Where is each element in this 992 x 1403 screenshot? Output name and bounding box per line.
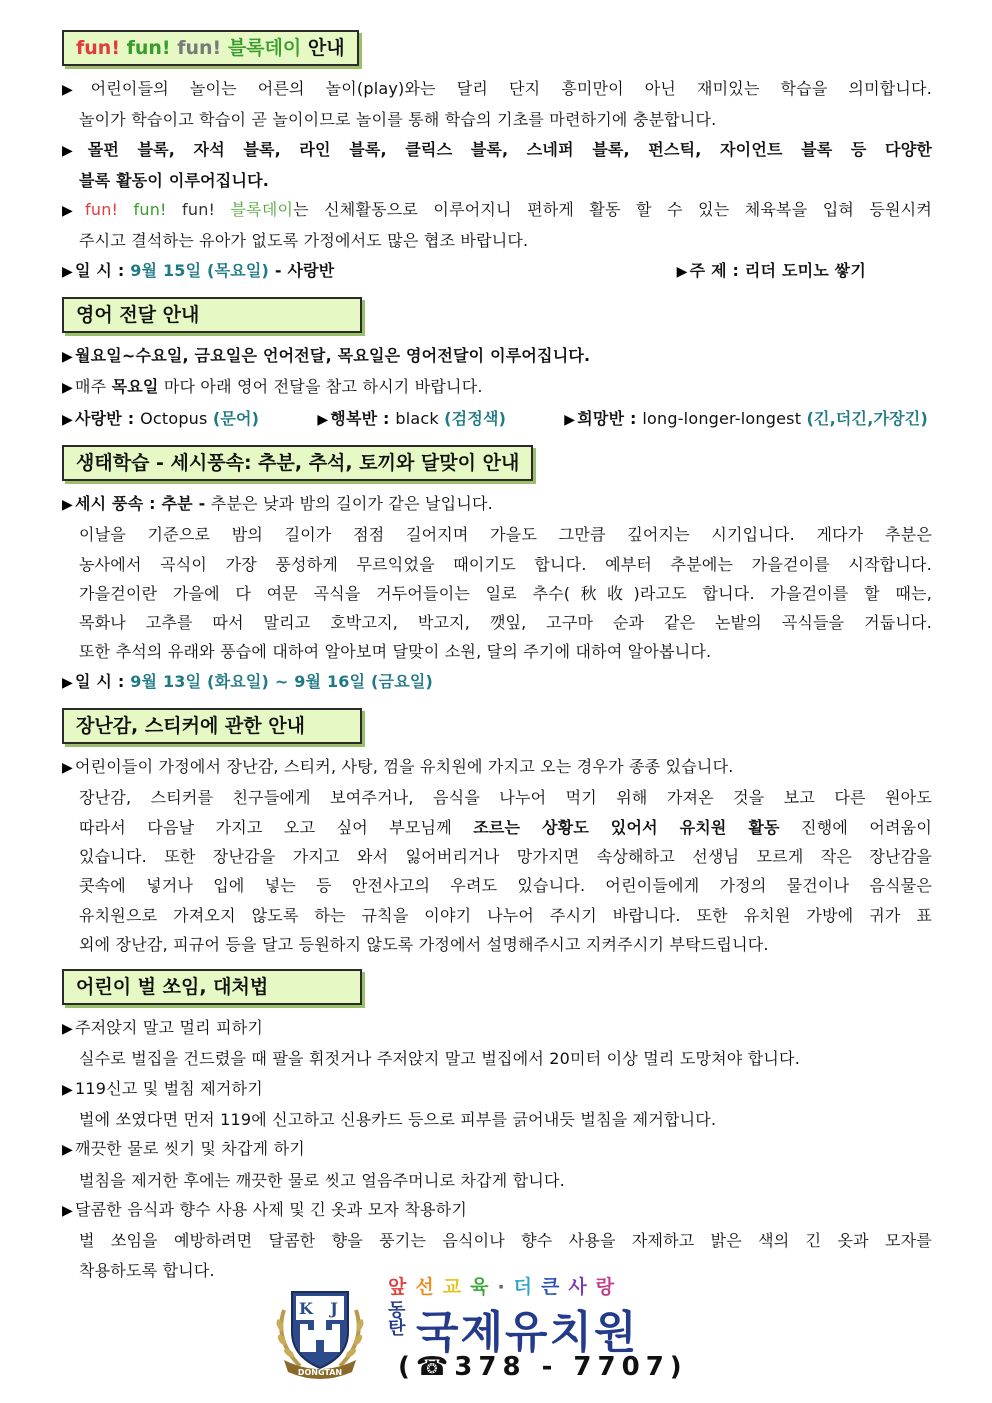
text: 매주: [74, 377, 112, 397]
tip-heading: ▶ 119신고 및 벌침 제거하기: [62, 1074, 932, 1105]
paragraph-line: 있습니다. 또한 장난감을 가지고 와서 잃어버리거나 망가지면 속상해하고 선생님 모르게 작은 장난감을: [79, 846, 932, 866]
paragraph-line: ▶ 어린이들의 놀이는 어른의 놀이(play)와는 달리 단지 흥미만이 아닌 재미있는 학습을 의미합니다.: [62, 74, 932, 105]
newsletter-page: [62, 30, 932, 1295]
block-day-word: 블록데이: [215, 200, 294, 220]
slogan-char: 교: [442, 1276, 471, 1298]
paragraph-text: 는 신체활동으로 이루어지니 편하게 활동 할 수 있는 체육복을 입혀 등원시켜: [293, 200, 932, 220]
section-bee-sting: [62, 969, 932, 1285]
paragraph-line: ▶ 월요일~수요일, 금요일은 언어전달, 목요일은 영어전달이 이루어집니다.: [62, 341, 932, 372]
section-toys-stickers: [62, 708, 932, 959]
crest-icon: [270, 1280, 370, 1380]
text: 따라서 다음날 가지고 오고 싶어 부모님께: [79, 817, 474, 837]
text: 진행에 어려움이: [779, 817, 932, 837]
paragraph-line: 목화나 고추를 따서 말리고 호박고지, 박고지, 깻잎, 고구마 순과 같은 논밭의 곡식들을 거둡니다.: [79, 613, 932, 633]
fun-word: fun!: [118, 200, 167, 220]
date-class: - 사랑반: [269, 260, 335, 280]
class-words-row: [62, 404, 932, 435]
text: 마다 아래 영어 전달을 참고 하시기 바랍니다.: [158, 377, 483, 397]
slogan-char: ·: [497, 1276, 514, 1298]
tip-description: 벌침을 제거한 후에는 깨끗한 물로 씻고 얼음주머니로 차갑게 합니다.: [79, 1170, 565, 1190]
word-meaning: (긴,더긴,가장긴): [806, 408, 928, 428]
paragraph-line: 블록 활동이 이루어집니다.: [79, 170, 270, 190]
tip-description: 실수로 벌집을 건드렸을 때 팔을 휘젓거나 주저앉지 말고 벌집에서 20미터 이상 멀리 도망쳐야 합니다.: [79, 1049, 801, 1069]
paragraph-line: 콧속에 넣거나 입에 넣는 등 안전사고의 우려도 있습니다. 어린이들에게 가정의 물건이나 음식물은: [79, 876, 932, 896]
paragraph-line: 외에 장난감, 피규어 등을 달고 등원하지 않도록 가정에서 설명해주시고 지켜주시기 부탁드립니다.: [79, 934, 769, 954]
slogan-char: 앞: [388, 1276, 416, 1298]
class-word-sarang: [62, 404, 259, 435]
crest-ribbon-text: DONGTAN: [297, 1368, 343, 1377]
theme-line: ▶ 주 제 : 리더 도미노 쌓기: [677, 256, 866, 287]
text-bold: 조르는 상황도 있어서 유치원 활동: [473, 817, 780, 837]
crest-letter-j: J: [330, 1299, 338, 1318]
slogan-char: 더: [513, 1276, 542, 1298]
slogan: [388, 1272, 623, 1299]
class-word-haengbok: [317, 404, 506, 435]
class-word-huimang: [564, 404, 928, 435]
tip-heading: ▶ 달콤한 음식과 향수 사용 사제 및 긴 옷과 모자 착용하기: [62, 1195, 932, 1226]
class-label: 희망반 :: [577, 408, 643, 428]
kindergarten-logo: [270, 1272, 710, 1390]
date-line: [62, 667, 932, 698]
schedule-row: [62, 256, 932, 287]
paragraph-line: [62, 372, 932, 403]
title-notice: 안내: [301, 37, 345, 59]
date-label: 일 시 :: [74, 260, 131, 280]
word-meaning: (문어): [212, 408, 260, 428]
slogan-char: 육: [470, 1276, 498, 1298]
tip-description: 벌에 쏘였다면 먼저 119에 신고하고 신용카드 등으로 피부를 긁어내듯 벌침을 제거합니다.: [79, 1110, 717, 1130]
text-bold: 세시 풍속 : 추분 -: [74, 493, 206, 513]
date-value: 9월 15일 (목요일): [130, 260, 270, 280]
section-title: 영어 전달 안내: [62, 297, 362, 333]
paragraph-line: 놀이가 학습이고 학습이 곧 놀이이므로 놀이를 통해 학습의 기초를 마련하기에 충분합니다.: [79, 110, 717, 130]
paragraph-line: 이날을 기준으로 밤의 길이가 점점 길어지며 가을도 그만큼 깊어지는 시기입니다. 게다가 추분은: [79, 525, 932, 545]
title-fun-3: fun!: [170, 37, 222, 59]
english-word: black: [395, 408, 445, 428]
paragraph-line: 유치원으로 가져오지 않도록 하는 규칙을 이야기 나누어 주시기 바랍니다. 또한 유치원 가방에 귀가 표: [79, 905, 932, 925]
paragraph-line: ▶ 몰펀 블록, 자석 블록, 라인 블록, 클릭스 블록, 스네퍼 블록, 펀스틱, 자이언트 블록 등 다양한: [62, 135, 932, 166]
class-label: 행복반 :: [330, 408, 396, 428]
english-word: long-longer-longest: [642, 408, 807, 428]
section-title: [62, 30, 359, 66]
date-value: 9월 13일 (화요일) ~ 9월 16일 (금요일): [130, 671, 434, 691]
slogan-char: 사: [568, 1276, 596, 1298]
slogan-char: 큰: [541, 1276, 569, 1298]
slogan-char: 선: [415, 1276, 443, 1298]
paragraph-line: 또한 추석의 유래와 풍습에 대하여 알아보며 달맞이 소원, 달의 주기에 대하여 알아봅니다.: [79, 642, 712, 662]
paragraph-line: 주시고 결석하는 유아가 없도록 가정에서도 많은 협조 바랍니다.: [79, 231, 529, 251]
phone-number: (☎378 - 7707): [398, 1352, 688, 1382]
date-label: 일 시 :: [74, 671, 131, 691]
dongtan-label: 동탄: [388, 1300, 406, 1339]
section-title: 생태학습 - 세시풍속: 추분, 추석, 토끼와 달맞이 안내: [62, 445, 533, 481]
title-block-day: 블록데이: [221, 37, 302, 59]
text: 추분은 낮과 밤의 길이가 같은 날입니다.: [205, 493, 493, 513]
tip-heading: ▶ 깨끗한 물로 씻기 및 차갑게 하기: [62, 1134, 932, 1165]
paragraph-line: ▶ 어린이들이 가정에서 장난감, 스티커, 사탕, 껌을 유치원에 가지고 오는 경우가 종종 있습니다.: [62, 752, 932, 783]
paragraph-line: [62, 195, 932, 226]
english-word: Octopus: [140, 408, 213, 428]
paragraph-line: [62, 813, 932, 842]
tip-heading: ▶ 주저앉지 말고 멀리 피하기: [62, 1013, 932, 1044]
text-bold: 목요일: [111, 377, 159, 397]
crest-letter-k: K: [299, 1299, 313, 1318]
paragraph-line: 가을걷이란 가을에 다 여문 곡식을 거두어들이는 일로 추수(秋收)라고도 합니다. 가을걷이를 할 때는,: [79, 583, 932, 603]
fun-word: fun!: [85, 200, 119, 220]
date-line: [62, 256, 334, 287]
section-fun-block-day: [62, 30, 932, 287]
tip-description: 벌 쏘임을 예방하려면 달콤한 향을 풍기는 음식이나 향수 사용을 자제하고 밝은 색의 긴 옷과 모자를: [79, 1231, 932, 1251]
paragraph-line: 농사에서 곡식이 가장 풍성하게 무르익었을 때이기도 합니다. 예부터 추분에는 가을걷이를 시작합니다.: [79, 554, 932, 574]
paragraph-line: 장난감, 스티커를 친구들에게 보여주거나, 음식을 나누어 먹기 위해 가져온 것을 보고 다른 원아도: [79, 788, 932, 808]
section-title: 어린이 벌 쏘임, 대처법: [62, 969, 362, 1005]
fun-word: fun!: [166, 200, 216, 220]
section-english: [62, 297, 932, 435]
section-seasonal-customs: [62, 445, 932, 698]
slogan-char: 랑: [595, 1276, 624, 1298]
title-fun-1: fun!: [76, 37, 120, 59]
tip-description: 착용하도록 합니다.: [79, 1260, 215, 1280]
section-title: 장난감, 스티커에 관한 안내: [62, 708, 362, 744]
kindergarten-name: 국제유치원: [416, 1307, 639, 1358]
title-fun-2: fun!: [119, 37, 171, 59]
word-meaning: (검정색): [444, 408, 507, 428]
class-label: 사랑반 :: [74, 408, 141, 428]
paragraph-line: [62, 489, 932, 520]
